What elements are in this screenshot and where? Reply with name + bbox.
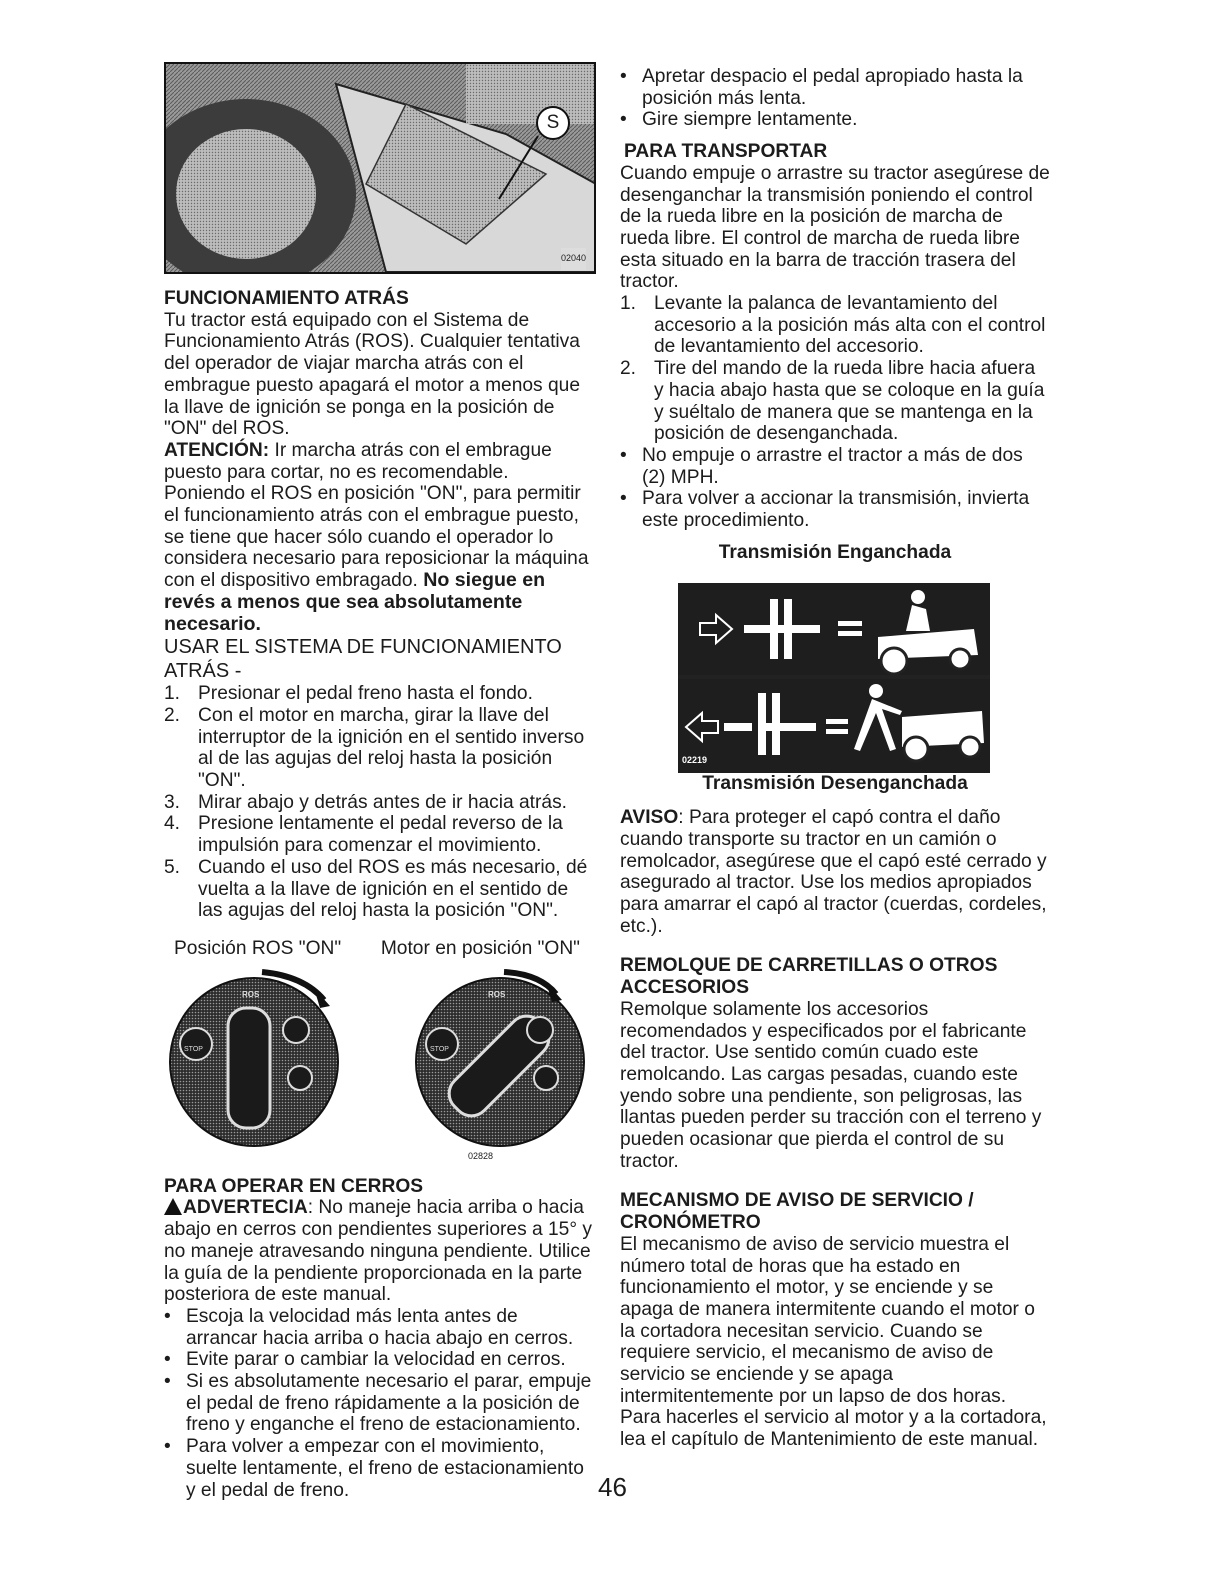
aviso-text: : Para proteger el capó contra el daño cuando transporte su tractor en un camión o remolcador, asegúrese que el capó esté cerrado y asegurado al tractor. Use los medios apropiados para amarrar el capó al tractor (cuerdas, cordeles, etc.). <box>620 807 1047 937</box>
list-item: 4. Presione lentamente el pedal reverso de la impulsión para comenzar el movimiento. <box>164 813 563 857</box>
list-item: • Escoja la velocidad más lenta antes de arrancar hacia arriba o hacia abajo en cerros. <box>164 1305 574 1349</box>
usar-heading: USAR EL SISTEMA DE FUNCIONAMIENTO ATRÁS - <box>164 636 562 683</box>
list-item: • Para volver a empezar con el movimiento, suelte lentamente, el freno de estacionamiento y el pedal de freno. <box>164 1436 584 1501</box>
callout-s-icon <box>536 106 570 140</box>
list-item: 2. Con el motor en marcha, girar la llave del interruptor de la ignición en el sentido inverso al de las agujas del reloj hasta la posición "ON". <box>164 704 585 792</box>
knob-stop-label-left: STOP <box>184 1045 203 1053</box>
ros-steps-list <box>164 683 594 922</box>
section-heading-transportar: PARA TRANSPORTAR <box>624 141 828 163</box>
transport-bullet-list <box>620 445 1050 532</box>
seat-switch-drawing <box>166 64 594 272</box>
figure-code: 02040 <box>561 248 586 270</box>
aviso-label: AVISO <box>620 807 679 829</box>
list-item: 5. Cuando el uso del ROS es más necesario, dé vuelta a la llave de ignición en el sentido de las agujas del reloj hasta la posición "ON". <box>164 856 588 922</box>
paragraph-transportar: Cuando empuje o arrastre su tractor asegúrese de desenganchar la transmisión poniendo el control de la rueda libre en la posición de marcha de rueda libre. El control de marcha de rueda libre esta situado en la barra de tracción trasera del tractor. <box>620 162 1050 293</box>
figure-code: 02219 <box>682 754 708 765</box>
paragraph-advertencia <box>164 1197 594 1306</box>
list-item: • Apretar despacio el pedal apropiado hasta la posición más lenta. <box>620 66 1023 109</box>
ignition-knobs-figure <box>164 966 594 1162</box>
list-item: 1. Presionar el pedal freno hasta el fondo. <box>164 683 533 705</box>
right-column <box>620 62 1050 1451</box>
paragraph-funcionamiento: Tu tractor está equipado con el Sistema de Funcionamiento Atrás (ROS). Cualquier tentativa del operador de viajar marcha atrás con el embrague puesto apagará el motor a menos que la llave de ignición se ponga en la posición de "ON" del ROS. <box>164 309 580 440</box>
ignition-knobs-drawing <box>164 966 594 1162</box>
warning-icon <box>164 1198 182 1215</box>
section-heading-remolque: REMOLQUE DE CARRETILLAS O OTROS ACCESORIOS <box>620 955 998 999</box>
caption-engaged: Transmisión Enganchada <box>718 541 952 563</box>
list-item: • Gire siempre lentamente. <box>620 109 858 131</box>
paragraph-atencion <box>164 440 594 635</box>
transmission-figure <box>678 583 990 773</box>
left-column <box>164 62 594 1501</box>
callout-letter: S <box>546 112 560 133</box>
seat-switch-illustration <box>164 62 596 274</box>
top-bullet-list <box>620 66 1050 131</box>
knob-label-ros: Posición ROS "ON" <box>174 937 342 959</box>
section-heading-cerros: PARA OPERAR EN CERROS <box>164 1175 424 1197</box>
list-item: • Evite parar o cambiar la velocidad en cerros. <box>164 1349 566 1371</box>
transport-steps-list <box>620 293 1050 445</box>
section-heading-funcionamiento: FUNCIONAMIENTO ATRÁS <box>164 288 409 309</box>
atencion-label: ATENCIÓN: <box>164 439 270 461</box>
page-number: 46 <box>598 1472 627 1502</box>
knob-labels <box>164 938 594 960</box>
advertencia-label: ADVERTECIA <box>183 1197 308 1219</box>
knob-ros-label-left: ROS <box>242 989 260 999</box>
advertencia-text: : No maneje hacia arriba o hacia abajo en cerros con pendientes superiores a 15° y no maneje atravesando ninguna pendiente. Utilice la guía de la pendiente proporcionada en la parte posteriora de este manual. <box>164 1197 592 1306</box>
list-item: • No empuje o arrastre el tractor a más de dos (2) MPH. <box>620 444 1023 488</box>
transmission-drawing <box>678 583 990 773</box>
list-item: • Para volver a accionar la transmisión, invierta este procedimiento. <box>620 488 1030 532</box>
section-heading-mecanismo: MECANISMO DE AVISO DE SERVICIO / CRONÓMETRO <box>620 1190 974 1234</box>
knob-stop-label-right: STOP <box>430 1045 449 1053</box>
list-item: • Si es absolutamente necesario el parar, empuje el pedal de freno rápidamente a la posición de freno y enganche el freno de estacionamiento. <box>164 1371 592 1436</box>
caption-disengaged: Transmisión Desenganchada <box>702 773 968 795</box>
paragraph-aviso <box>620 807 1050 937</box>
knob-ros-label-right: ROS <box>488 989 506 999</box>
paragraph-remolque: Remolque solamente los accesorios recomendados y especificados por el fabricante del tractor. Use sentido común cuado este remolcando. Las cargas pesadas, cuando este yendo sobre una pendiente, son peligrosas, las llantas pueden perder su tracción con el terreno y pueden ocasionar que pierda el control de su tractor. <box>620 998 1042 1172</box>
list-item: 2. Tire del mando de la rueda libre hacia afuera y hacia abajo hasta que se coloque en la guía y suéltalo de manera que se mantenga en la posición de desenganchada. <box>620 358 1045 445</box>
atencion-text: Ir marcha atrás con el embrague puesto para cortar, no es recomendable. Poniendo el ROS en posición "ON", para permitir el funcionamiento atrás con el embrague puesto, se tiene que hacer sólo cuando el operador lo considera necesario para reposicionar la máquina con el dispositivo embragado. <box>164 439 589 592</box>
knob-label-motor: Motor en posición "ON" <box>380 937 580 959</box>
list-item: 1. Levante la palanca de levantamiento del accesorio a la posición más alta con el control de levantamiento del accesorio. <box>620 293 1046 358</box>
list-item: 3. Mirar abajo y detrás antes de ir hacia atrás. <box>164 791 568 813</box>
atencion-bold: No siegue en revés a menos que sea absolutamente necesario. <box>164 569 546 635</box>
figure-code: 02828 <box>468 1150 494 1161</box>
paragraph-mecanismo: El mecanismo de aviso de servicio muestra el número total de horas que ha estado en funcionamiento el motor, y se enciende y se apaga de manera intermitente cuando el motor o la cortadora necesitan servicio. Cuando se requiere servicio, el mecanismo de aviso de servicio se enciende y se apaga intermitentemente por un lapso de dos horas. Para hacerles el servicio al motor y a la cortadora, lea el capítulo de Mantenimiento de este manual. <box>620 1233 1047 1451</box>
